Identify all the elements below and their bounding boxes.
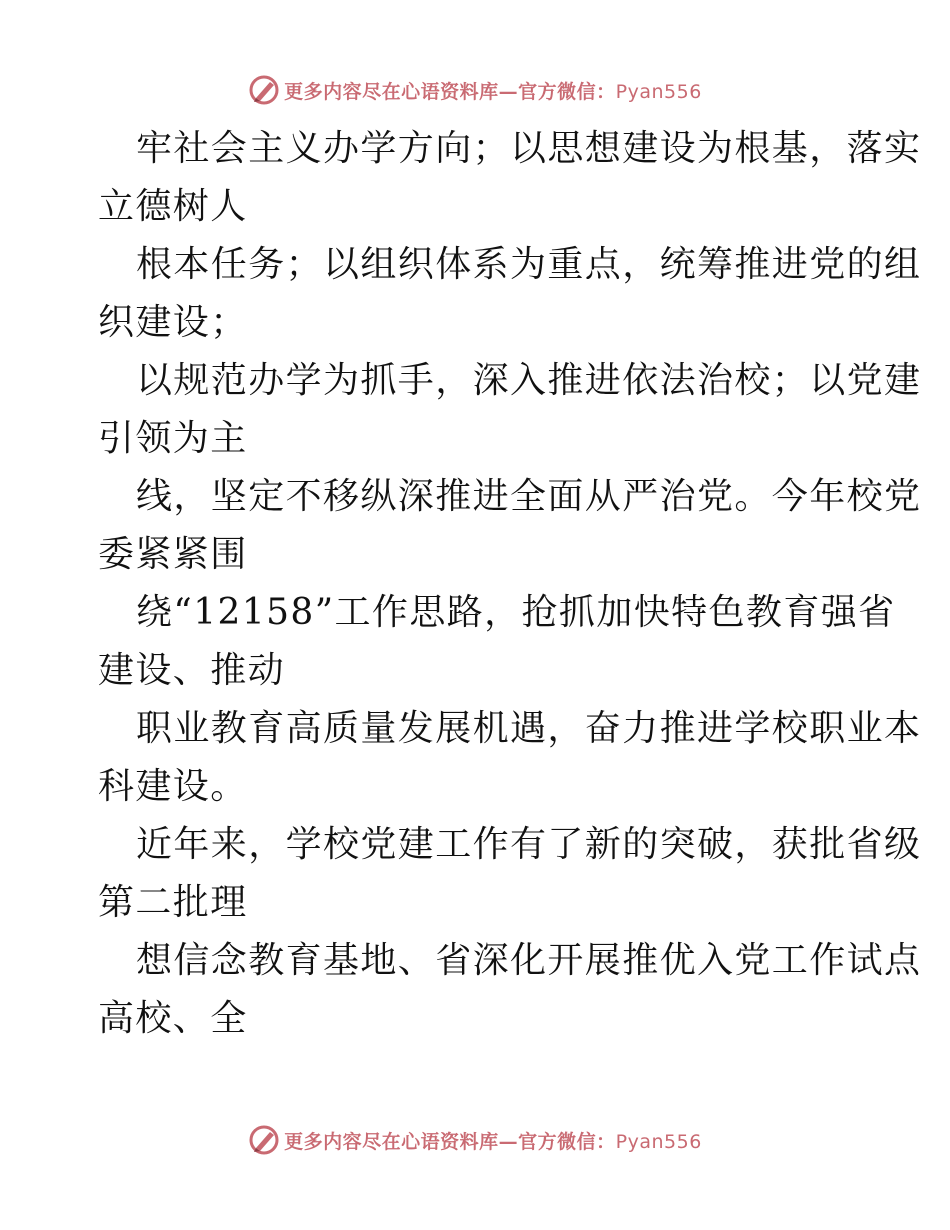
header-watermark-text: 更多内容尽在心语资料库—官方微信：Pyan556 xyxy=(284,80,702,103)
body-line: 线，坚定不移纵深推进全面从严治党。今年校党 xyxy=(136,476,922,517)
body-line: 委紧紧围 xyxy=(98,534,248,575)
body-line: 以规范办学为抓手，深入推进依法治校；以党建 xyxy=(136,360,922,401)
body-line: 牢社会主义办学方向；以思想建设为根基，落实 xyxy=(136,128,922,169)
body-line: 立德树人 xyxy=(98,186,248,227)
footer-watermark-text: 更多内容尽在心语资料库—官方微信：Pyan556 xyxy=(284,1130,702,1153)
body-line: 科建设。 xyxy=(98,766,248,807)
header-watermark xyxy=(0,70,950,110)
body-line: 建设、推动 xyxy=(98,650,286,691)
document-body xyxy=(98,120,922,1048)
body-line: 第二批理 xyxy=(98,882,248,923)
body-line: 职业教育高质量发展机遇，奋力推进学校职业本 xyxy=(136,708,922,749)
pen-logo-icon xyxy=(248,1124,280,1156)
body-line: 根本任务；以组织体系为重点，统筹推进党的组 xyxy=(136,244,922,285)
body-line: 近年来，学校党建工作有了新的突破，获批省级 xyxy=(136,824,922,865)
body-line: 高校、全 xyxy=(98,998,248,1039)
body-line: 引领为主 xyxy=(98,418,248,459)
footer-watermark xyxy=(0,1120,950,1160)
body-line: 织建设； xyxy=(98,302,248,343)
body-line: 想信念教育基地、省深化开展推优入党工作试点 xyxy=(136,940,922,981)
pen-logo-icon xyxy=(248,74,280,106)
body-line: 绕“12158”工作思路，抢抓加快特色教育强省 xyxy=(136,592,896,633)
